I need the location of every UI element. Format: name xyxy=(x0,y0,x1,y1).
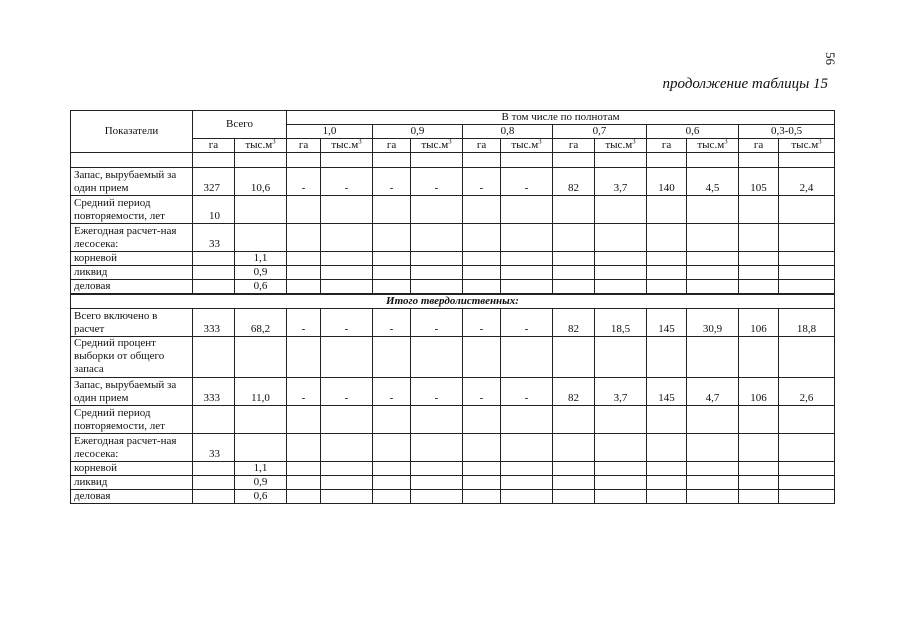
table-row xyxy=(71,476,835,490)
table-cell xyxy=(193,406,235,434)
table-cell: - xyxy=(463,378,501,406)
table-cell xyxy=(287,490,321,504)
row-label: корневой xyxy=(71,252,193,266)
table-row xyxy=(71,266,835,280)
table-cell xyxy=(687,196,739,224)
table-cell xyxy=(595,476,647,490)
table-cell xyxy=(463,196,501,224)
table-cell xyxy=(647,434,687,462)
table-cell xyxy=(779,196,835,224)
table-cell xyxy=(287,280,321,295)
table-cell xyxy=(373,224,411,252)
table-cell xyxy=(595,252,647,266)
table-cell xyxy=(411,490,463,504)
unit-ha-header: га xyxy=(373,139,411,153)
table-cell xyxy=(501,280,553,295)
table-cell: 2,6 xyxy=(779,378,835,406)
unit-volume-header: $тыс.м^3$ xyxy=(235,139,287,153)
table-cell: 106 xyxy=(739,378,779,406)
table-cell xyxy=(687,490,739,504)
table-cell xyxy=(235,224,287,252)
table-row xyxy=(71,252,835,266)
table-cell xyxy=(501,196,553,224)
table-cell xyxy=(687,280,739,295)
unit-ha-header: га xyxy=(287,139,321,153)
blank-cell xyxy=(321,153,373,168)
table-cell xyxy=(553,280,595,295)
table-cell xyxy=(779,266,835,280)
table-cell xyxy=(235,196,287,224)
table-cell xyxy=(501,406,553,434)
section-row xyxy=(71,294,835,309)
table-cell xyxy=(235,406,287,434)
table-cell: 10,6 xyxy=(235,168,287,196)
table-cell xyxy=(193,476,235,490)
table-cell xyxy=(373,337,411,378)
table-cell xyxy=(321,252,373,266)
table-cell xyxy=(553,476,595,490)
unit-volume-header: $тыс.м^3$ xyxy=(501,139,553,153)
table-cell xyxy=(647,337,687,378)
table-cell: - xyxy=(321,168,373,196)
table-cell: 105 xyxy=(739,168,779,196)
table-row xyxy=(71,378,835,406)
table-cell xyxy=(739,490,779,504)
table-cell xyxy=(411,462,463,476)
row-label: ликвид xyxy=(71,476,193,490)
table-cell xyxy=(287,337,321,378)
table-cell xyxy=(321,462,373,476)
table-cell xyxy=(373,476,411,490)
table-row xyxy=(71,280,835,295)
table-cell xyxy=(287,434,321,462)
table-cell: 333 xyxy=(193,378,235,406)
table-row xyxy=(71,168,835,196)
table-cell xyxy=(287,266,321,280)
table-cell xyxy=(287,224,321,252)
table-cell: 145 xyxy=(647,378,687,406)
table-cell: - xyxy=(463,168,501,196)
table-cell xyxy=(779,337,835,378)
table-cell xyxy=(501,434,553,462)
table-cell xyxy=(739,476,779,490)
blank-cell xyxy=(373,153,411,168)
table-cell xyxy=(373,196,411,224)
table-cell: 2,4 xyxy=(779,168,835,196)
table-cell xyxy=(687,476,739,490)
table-cell xyxy=(647,266,687,280)
table-cell: 18,5 xyxy=(595,309,647,337)
blank-cell xyxy=(553,153,595,168)
blank-cell xyxy=(779,153,835,168)
row-label: Запас, вырубаемый за один прием xyxy=(71,168,193,196)
table-cell xyxy=(321,224,373,252)
table-cell xyxy=(647,252,687,266)
table-cell: - xyxy=(501,378,553,406)
table-cell: 3,7 xyxy=(595,168,647,196)
by-density-header: В том числе по полнотам xyxy=(287,111,835,125)
table-cell xyxy=(193,266,235,280)
table-cell xyxy=(687,462,739,476)
table-cell xyxy=(739,266,779,280)
table-cell xyxy=(687,337,739,378)
table-cell: 18,8 xyxy=(779,309,835,337)
table-cell xyxy=(739,337,779,378)
table-cell: 4,5 xyxy=(687,168,739,196)
unit-ha-header: га xyxy=(739,139,779,153)
table-cell xyxy=(463,224,501,252)
table-cell xyxy=(779,406,835,434)
table-cell: - xyxy=(373,168,411,196)
blank-cell xyxy=(411,153,463,168)
table-cell xyxy=(553,337,595,378)
row-label: Средний период повторяемости, лет xyxy=(71,406,193,434)
indicators-header: Показатели xyxy=(71,111,193,153)
table-cell xyxy=(647,406,687,434)
table-cell: 1,1 xyxy=(235,462,287,476)
table-cell: 33 xyxy=(193,434,235,462)
unit-volume-header: $тыс.м^3$ xyxy=(321,139,373,153)
table-cell xyxy=(235,434,287,462)
row-label: Запас, вырубаемый за один прием xyxy=(71,378,193,406)
table-cell xyxy=(321,196,373,224)
table-cell xyxy=(411,337,463,378)
table-cell xyxy=(411,406,463,434)
table-cell xyxy=(287,252,321,266)
table-cell xyxy=(739,224,779,252)
row-label: Ежегодная расчет-ная лесосека: xyxy=(71,434,193,462)
table-cell xyxy=(501,462,553,476)
table-cell xyxy=(595,280,647,295)
row-label: Средний период повторяемости, лет xyxy=(71,196,193,224)
table-cell: - xyxy=(287,168,321,196)
table-cell xyxy=(553,462,595,476)
table-cell: 140 xyxy=(647,168,687,196)
table-cell xyxy=(595,196,647,224)
table-cell xyxy=(553,196,595,224)
table-cell xyxy=(595,337,647,378)
table-row xyxy=(71,309,835,337)
table-cell xyxy=(687,434,739,462)
table-cell xyxy=(595,406,647,434)
unit-ha-header: га xyxy=(647,139,687,153)
density-header: 0,8 xyxy=(463,125,553,139)
table-cell: 0,6 xyxy=(235,490,287,504)
table-cell: - xyxy=(321,378,373,406)
unit-volume-header: $тыс.м^3$ xyxy=(687,139,739,153)
row-label: Средний процент выборки от общего запаса xyxy=(71,337,193,378)
page-number: 56 xyxy=(823,52,838,65)
table-cell xyxy=(647,280,687,295)
table-cell xyxy=(501,337,553,378)
table-cell xyxy=(779,224,835,252)
table-row xyxy=(71,434,835,462)
table-cell: 3,7 xyxy=(595,378,647,406)
table-cell xyxy=(321,266,373,280)
table-cell xyxy=(501,490,553,504)
table-cell xyxy=(779,490,835,504)
table-cell xyxy=(193,462,235,476)
table-cell xyxy=(411,224,463,252)
row-label: корневой xyxy=(71,462,193,476)
table-cell xyxy=(463,434,501,462)
table-cell xyxy=(595,224,647,252)
header-row-1 xyxy=(71,111,835,125)
density-header: 0,6 xyxy=(647,125,739,139)
unit-ha-header: га xyxy=(193,139,235,153)
unit-ha-header: га xyxy=(463,139,501,153)
table-cell xyxy=(321,434,373,462)
table-cell: 68,2 xyxy=(235,309,287,337)
table-cell xyxy=(739,434,779,462)
table-cell xyxy=(193,252,235,266)
unit-volume-header: $тыс.м^3$ xyxy=(411,139,463,153)
table-cell: - xyxy=(287,309,321,337)
row-label: Ежегодная расчет-ная лесосека: xyxy=(71,224,193,252)
table-cell: 30,9 xyxy=(687,309,739,337)
table-continuation-caption: продолжение таблицы 15 xyxy=(662,76,828,92)
table-cell xyxy=(373,490,411,504)
row-label: Всего включено в расчет xyxy=(71,309,193,337)
blank-cell xyxy=(687,153,739,168)
table-cell xyxy=(463,266,501,280)
table-cell xyxy=(553,266,595,280)
table-cell xyxy=(287,196,321,224)
density-header: 1,0 xyxy=(287,125,373,139)
table-cell: 10 xyxy=(193,196,235,224)
table-cell: 1,1 xyxy=(235,252,287,266)
table-cell xyxy=(463,476,501,490)
table-cell xyxy=(779,476,835,490)
table-cell xyxy=(779,434,835,462)
table-cell: 0,9 xyxy=(235,266,287,280)
table-cell xyxy=(373,266,411,280)
table-cell: 0,6 xyxy=(235,280,287,295)
table-cell: 333 xyxy=(193,309,235,337)
table-cell xyxy=(647,462,687,476)
table-cell xyxy=(553,224,595,252)
table-cell xyxy=(647,490,687,504)
blank-cell xyxy=(235,153,287,168)
blank-cell xyxy=(595,153,647,168)
table-cell xyxy=(595,434,647,462)
table-cell xyxy=(373,406,411,434)
table-cell xyxy=(647,224,687,252)
table-cell: 327 xyxy=(193,168,235,196)
table-cell xyxy=(321,280,373,295)
table-cell: 82 xyxy=(553,309,595,337)
blank-cell xyxy=(739,153,779,168)
table-cell: 33 xyxy=(193,224,235,252)
table-cell xyxy=(463,462,501,476)
table-cell xyxy=(193,337,235,378)
table-cell xyxy=(373,462,411,476)
table-cell xyxy=(411,266,463,280)
table-cell: 106 xyxy=(739,309,779,337)
table-cell xyxy=(373,252,411,266)
table-cell xyxy=(647,476,687,490)
blank-cell xyxy=(647,153,687,168)
table-cell xyxy=(739,196,779,224)
table-cell xyxy=(739,280,779,295)
table-cell xyxy=(193,490,235,504)
table-cell xyxy=(595,462,647,476)
blank-row xyxy=(71,153,835,168)
table-cell xyxy=(463,252,501,266)
table-cell xyxy=(739,252,779,266)
table-cell xyxy=(501,476,553,490)
table-cell xyxy=(647,196,687,224)
table-row xyxy=(71,490,835,504)
table-cell xyxy=(287,406,321,434)
table-cell: - xyxy=(411,168,463,196)
table-cell xyxy=(321,490,373,504)
table-cell xyxy=(193,280,235,295)
row-label: ликвид xyxy=(71,266,193,280)
table-cell: 4,7 xyxy=(687,378,739,406)
table-row xyxy=(71,337,835,378)
table-cell xyxy=(463,490,501,504)
row-label: деловая xyxy=(71,490,193,504)
table-cell xyxy=(411,434,463,462)
table-cell xyxy=(411,280,463,295)
table-cell xyxy=(411,252,463,266)
table-cell xyxy=(235,337,287,378)
unit-ha-header: га xyxy=(553,139,595,153)
table-cell: - xyxy=(411,378,463,406)
table-cell: 0,9 xyxy=(235,476,287,490)
table-row xyxy=(71,406,835,434)
table-cell xyxy=(687,252,739,266)
unit-volume-header: $тыс.м^3$ xyxy=(595,139,647,153)
blank-cell xyxy=(71,153,193,168)
table-cell: - xyxy=(321,309,373,337)
blank-cell xyxy=(287,153,321,168)
table-cell xyxy=(687,224,739,252)
table-cell xyxy=(463,406,501,434)
table-cell xyxy=(553,406,595,434)
unit-volume-header: $тыс.м^3$ xyxy=(779,139,835,153)
table-cell xyxy=(687,266,739,280)
row-label: деловая xyxy=(71,280,193,295)
section-title: Итого твердолиственных: xyxy=(71,294,835,309)
table-cell xyxy=(411,476,463,490)
table-cell xyxy=(321,406,373,434)
table-cell: - xyxy=(287,378,321,406)
table-cell: 145 xyxy=(647,309,687,337)
blank-cell xyxy=(463,153,501,168)
total-header: Всего xyxy=(193,111,287,139)
table-cell: - xyxy=(463,309,501,337)
table-cell xyxy=(411,196,463,224)
table-cell: - xyxy=(411,309,463,337)
table-cell xyxy=(553,490,595,504)
table-row xyxy=(71,196,835,224)
table-cell xyxy=(687,406,739,434)
table-cell: - xyxy=(501,168,553,196)
density-header: 0,7 xyxy=(553,125,647,139)
density-header: 0,3-0,5 xyxy=(739,125,835,139)
table-cell xyxy=(739,406,779,434)
table-cell xyxy=(463,280,501,295)
table-cell xyxy=(501,266,553,280)
table-cell xyxy=(287,476,321,490)
table-cell xyxy=(779,280,835,295)
table-cell xyxy=(595,266,647,280)
table-cell xyxy=(321,476,373,490)
table-cell xyxy=(553,434,595,462)
table-cell: 82 xyxy=(553,378,595,406)
blank-cell xyxy=(193,153,235,168)
table-row xyxy=(71,462,835,476)
table-cell xyxy=(373,434,411,462)
table-cell: 82 xyxy=(553,168,595,196)
table-cell xyxy=(287,462,321,476)
table-cell xyxy=(739,462,779,476)
table-cell xyxy=(501,252,553,266)
table-cell: - xyxy=(373,378,411,406)
table-cell xyxy=(595,490,647,504)
table-cell xyxy=(463,337,501,378)
table-cell: - xyxy=(373,309,411,337)
table-cell xyxy=(553,252,595,266)
density-header: 0,9 xyxy=(373,125,463,139)
blank-cell xyxy=(501,153,553,168)
table-cell xyxy=(373,280,411,295)
table-cell xyxy=(321,337,373,378)
table-cell: 11,0 xyxy=(235,378,287,406)
table-cell xyxy=(779,252,835,266)
table-row xyxy=(71,224,835,252)
table-cell: - xyxy=(501,309,553,337)
table-cell xyxy=(501,224,553,252)
table-cell xyxy=(779,462,835,476)
forest-harvest-table xyxy=(70,110,835,504)
